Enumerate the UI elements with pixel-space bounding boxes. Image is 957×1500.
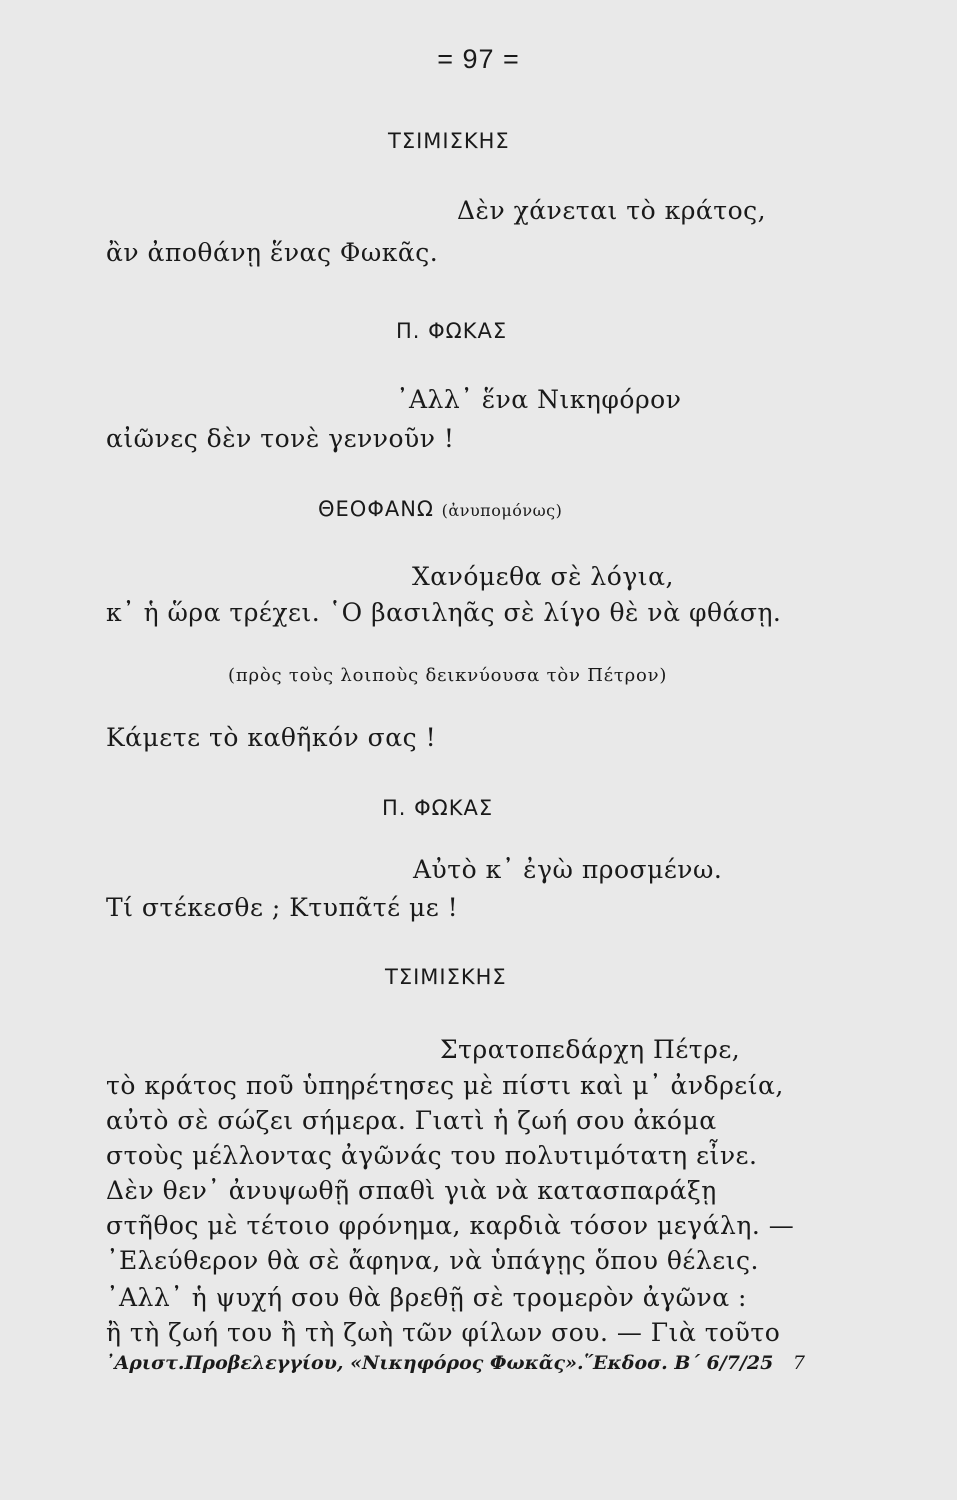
speaker-label: ΘΕΟΦΑΝΩ [318, 497, 434, 521]
stage-direction: (ἀνυπομόνως) [441, 501, 563, 520]
signature-number: 7 [792, 1352, 805, 1374]
verse-line: στοὺς μέλλοντας ἀγῶνάς του πολυτιμότατη εἶνε. [106, 1141, 758, 1170]
verse-line: Χανόμεθα σὲ λόγια, [412, 562, 674, 591]
verse-line: ᾿Αλλ᾿ ἕνα Νικηφόρον [396, 385, 682, 414]
stage-direction: (πρὸς τοὺς λοιποὺς δεικνύουσα τὸν Πέτρον) [228, 665, 668, 686]
verse-line: κ᾿ ἡ ὥρα τρέχει. ῾Ο βασιληᾶς σὲ λίγο θὲ νὰ φθάσῃ. [106, 598, 782, 627]
verse-line: στῆθος μὲ τέτοιο φρόνημα, καρδιὰ τόσον μεγάλη. — [106, 1211, 795, 1240]
verse-line: Στρατοπεδάρχη Πέτρε, [440, 1035, 741, 1064]
speaker-name [318, 496, 562, 524]
verse-line: αὐτὸ σὲ σώζει σήμερα. Γιατὶ ἡ ζωή σου ἀκόμα [106, 1106, 717, 1135]
verse-line: Τί στέκεσθε ; Κτυπᾶτέ με ! [106, 893, 459, 922]
verse-line: τὸ κράτος ποῦ ὑπηρέτησες μὲ πίστι καὶ μ᾿ ἀνδρεία, [106, 1071, 784, 1100]
speaker-name: Π. ΦΩΚΑΣ [396, 319, 508, 343]
speaker-name: ΤΣΙΜΙΣΚΗΣ [388, 129, 510, 153]
speaker-name: ΤΣΙΜΙΣΚΗΣ [385, 965, 507, 989]
verse-line: ᾿Αλλ᾿ ἡ ψυχή σου θὰ βρεθῇ σὲ τρομερὸν ἀγῶνα : [106, 1283, 747, 1312]
verse-line: ἢ τὴ ζωή του ἢ τὴ ζωὴ τῶν φίλων σου. — Γιὰ τοῦτο [106, 1318, 781, 1347]
page-footer [105, 1350, 805, 1376]
verse-line: Αὐτὸ κ᾿ ἐγὼ προσμένω. [413, 855, 723, 884]
verse-line: ἂν ἀποθάνῃ ἕνας Φωκᾶς. [106, 238, 439, 267]
verse-line: ᾿Ελεύθερον θὰ σὲ ἄφηνα, νὰ ὑπάγῃς ὅπου θέλεις. [106, 1246, 759, 1275]
verse-line: Δὲν θεν᾿ ἀνυψωθῇ σπαθὶ γιὰ νὰ κατασπαράξῃ [106, 1176, 717, 1205]
verse-line: Δὲν χάνεται τὸ κράτος, [457, 196, 767, 225]
verse-line: αἰῶνες δὲν τονὲ γεννοῦν ! [106, 424, 455, 453]
verse-line: Κάμετε τὸ καθῆκόν σας ! [106, 723, 437, 752]
footer-citation: ᾿Αριστ.Προβελεγγίου, «Νικηφόρος Φωκᾶς».῞Εκδοσ. Β΄ 6/7/25 [105, 1352, 774, 1374]
speaker-name: Π. ΦΩΚΑΣ [382, 796, 494, 820]
page-number: = 97 = [437, 44, 520, 74]
